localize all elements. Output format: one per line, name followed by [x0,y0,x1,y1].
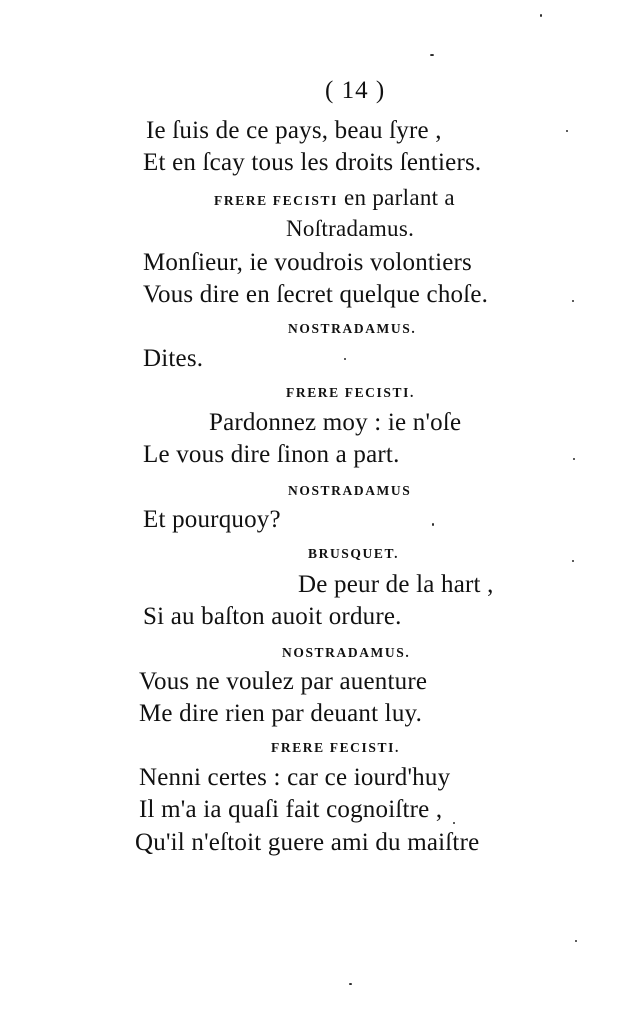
verse-line: Et pourquoy? [143,506,281,533]
verse-line: Dites. [143,345,204,372]
speaker-name: NOSTRADAMUS. [282,645,411,660]
verse-line: Nenni certes : car ce iourd'huy [139,764,451,791]
verse-line: Ie ſuis de ce pays, beau ſyre , [146,117,442,144]
stage-direction-text: en parlant a [337,185,455,210]
speaker-name: BRUSQUET. [308,546,400,561]
verse-line: Qu'il n'eſtoit guere ami du maiſtre [135,829,480,856]
verse-line: Vous dire en ſecret quelque choſe. [143,281,489,308]
verse-line: Monſieur, ie voudrois volontiers [143,249,472,276]
stage-direction-continuation: Noſtradamus. [286,216,415,241]
speaker-name: FRERE FECISTI [214,193,338,208]
verse-line: De peur de la hart , [298,571,494,598]
paper-speck [344,358,346,360]
speaker-name: FRERE FECISTI. [286,385,415,400]
paper-speck [575,940,577,942]
verse-line: Pardonnez moy : ie n'oſe [209,409,462,436]
paper-speck [572,560,574,562]
stage-direction [214,186,455,209]
verse-line: Me dire rien par deuant luy. [139,700,423,727]
paper-speck [540,14,542,17]
paper-speck [453,822,455,824]
speaker-name: NOSTRADAMUS [288,483,412,498]
paper-speck [432,523,434,526]
paper-speck [572,300,574,302]
verse-line: Le vous dire ſinon a part. [143,441,400,468]
paper-speck [349,983,352,985]
speaker-name: NOSTRADAMUS. [288,321,417,336]
speaker-name: FRERE FECISTI. [271,740,400,755]
verse-line: Il m'a ia quaſi fait cognoiſtre , [139,796,443,823]
paper-speck [566,130,568,132]
verse-line: Si au baſton auoit ordure. [143,603,402,630]
page-number: ( 14 ) [325,77,386,104]
verse-line: Et en ſcay tous les droits ſentiers. [143,149,482,176]
verse-line: Vous ne voulez par auenture [139,668,428,695]
paper-speck [573,458,575,460]
paper-speck [430,54,434,56]
